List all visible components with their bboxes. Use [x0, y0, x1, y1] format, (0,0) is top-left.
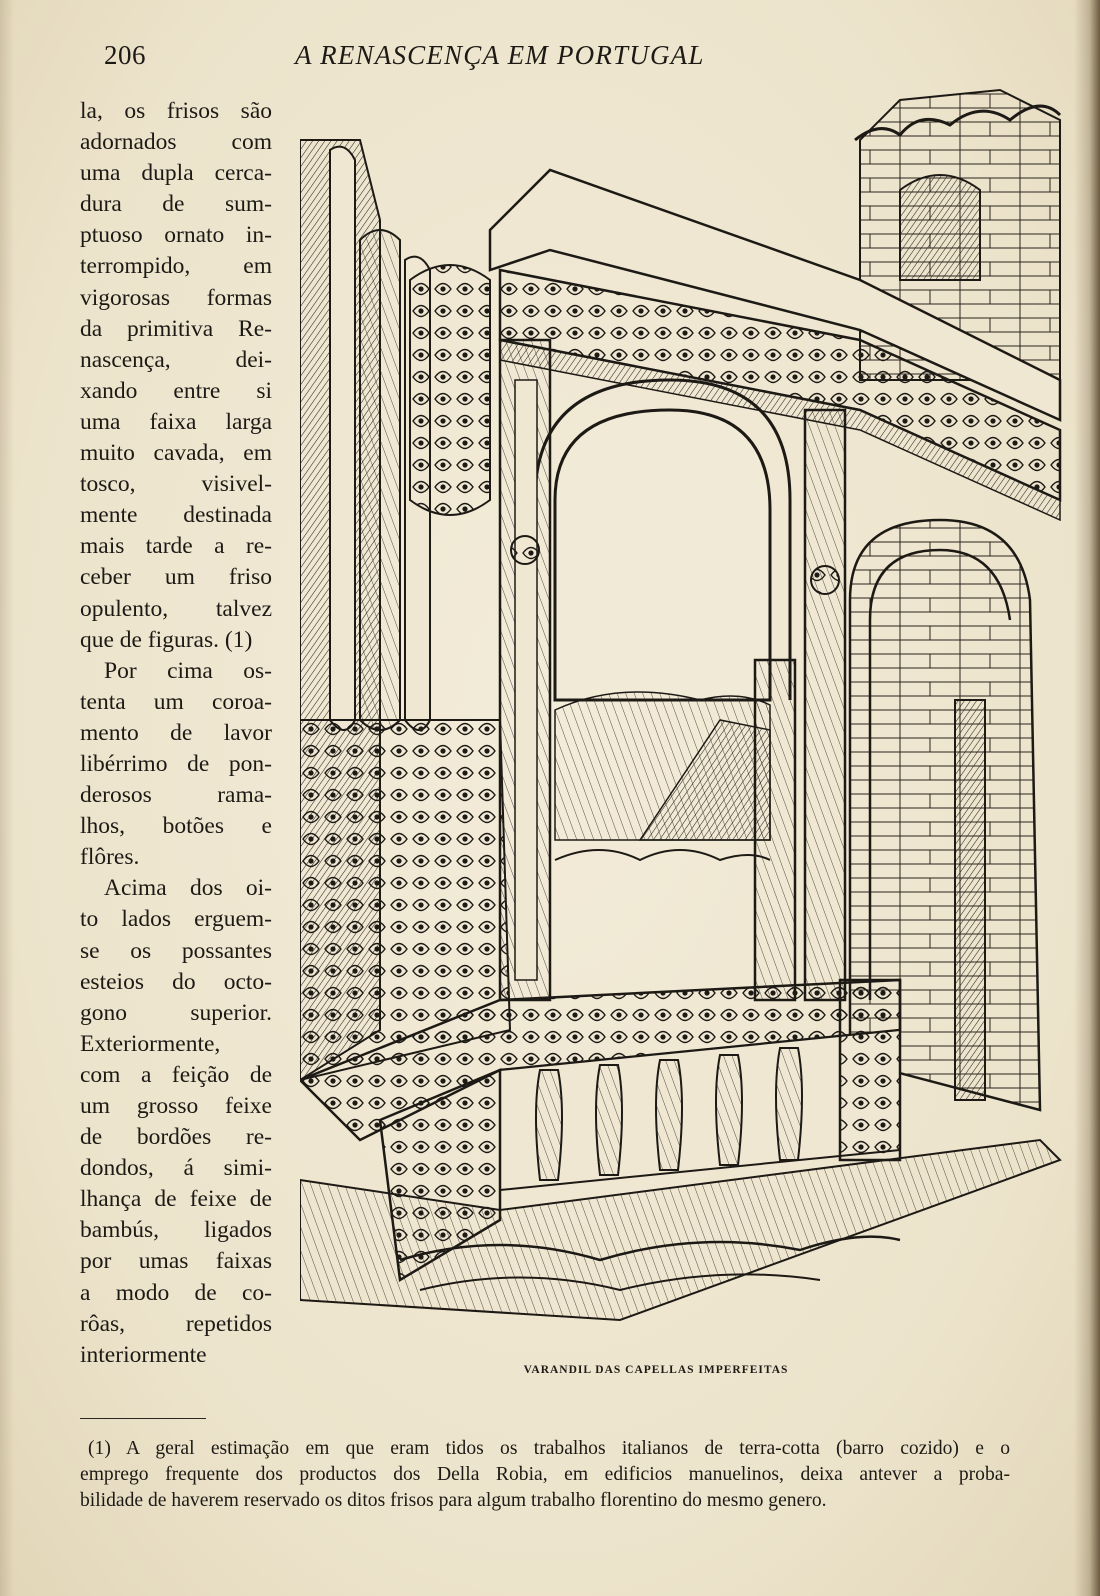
body-line: ptuoso ornato in-: [80, 222, 272, 249]
body-line: Por cima os-: [104, 657, 272, 684]
body-line: flôres.: [80, 844, 140, 871]
architectural-illustration: [300, 80, 1072, 1340]
body-line: la, os frisos são: [80, 98, 272, 124]
body-line: mais tarde a re-: [80, 533, 272, 560]
body-line: tosco, visivel-: [80, 471, 272, 498]
body-line: xando entre si: [80, 377, 272, 404]
body-line: libérrimo de pon-: [80, 750, 272, 777]
body-line: um grosso feixe: [80, 1093, 272, 1119]
body-line: dondos, á simi-: [80, 1155, 272, 1182]
body-line: a modo de co-: [80, 1279, 272, 1306]
body-line: lhança de feixe de: [80, 1186, 272, 1213]
body-line: muito cavada, em: [80, 440, 272, 467]
body-line: adornados com: [80, 129, 272, 156]
footnote-line: (1) A geral estimação em que eram tidos os trabalhos italianos de terra-cotta (barro cozido) e o: [88, 1438, 1010, 1459]
arch-opening-drawing: [535, 380, 790, 860]
body-line: Exteriormente,: [80, 1030, 221, 1057]
footnote-line: bilidade de haverem reservado os ditos frisos para algum trabalho florentino do mesmo genero.: [80, 1490, 827, 1511]
body-line: opulento, talvez: [80, 595, 272, 622]
body-line: bambús, ligados: [80, 1217, 272, 1244]
running-title: A RENASCENÇA EM PORTUGAL: [295, 40, 705, 70]
body-line: por umas faixas: [80, 1248, 272, 1275]
body-line: lhos, botões e: [80, 813, 272, 840]
body-line: derosos rama-: [80, 782, 272, 809]
body-line: mento de lavor: [80, 719, 272, 746]
body-line: uma faixa larga: [80, 408, 272, 435]
body-line: interiormente: [80, 1341, 207, 1368]
page-edge-shadow: [1074, 0, 1100, 1596]
body-line: tenta um coroa-: [80, 688, 272, 715]
body-line: de bordões re-: [80, 1124, 272, 1151]
body-line: esteios do octo-: [80, 968, 272, 995]
body-line: ceber um friso: [80, 564, 272, 591]
left-column-cluster-drawing: [300, 140, 510, 1080]
page-gutter-shadow: [0, 0, 14, 1596]
body-text-column: [80, 96, 272, 1371]
body-line: vigorosas formas: [80, 284, 272, 311]
body-line: se os possantes: [80, 937, 272, 964]
footnote-line: emprego frequente dos productos dos Della Robia, em edificios manuelinos, deixa antever a proba-: [80, 1464, 1010, 1485]
body-line: Acima dos oi-: [104, 875, 272, 902]
body-line: dura de sum-: [80, 191, 272, 218]
body-line: que de figuras. (1): [80, 626, 253, 653]
page-header: [100, 40, 800, 76]
page-number: 206: [104, 40, 146, 70]
body-line: rôas, repetidos: [80, 1310, 272, 1337]
body-line: da primitiva Re-: [80, 315, 272, 342]
body-line: uma dupla cerca-: [80, 160, 272, 187]
body-line: gono superior.: [80, 999, 272, 1026]
figure-caption: VARANDIL DAS CAPELLAS IMPERFEITAS: [523, 1364, 789, 1376]
body-line: to lados erguem-: [80, 906, 272, 933]
footnote-divider: [80, 1418, 206, 1419]
body-line: mente destinada: [80, 502, 272, 529]
body-line: terrompido, em: [80, 253, 272, 280]
footnote: [80, 1436, 1010, 1514]
body-line: nascença, dei-: [80, 346, 272, 373]
body-line: com a feição de: [80, 1061, 272, 1088]
